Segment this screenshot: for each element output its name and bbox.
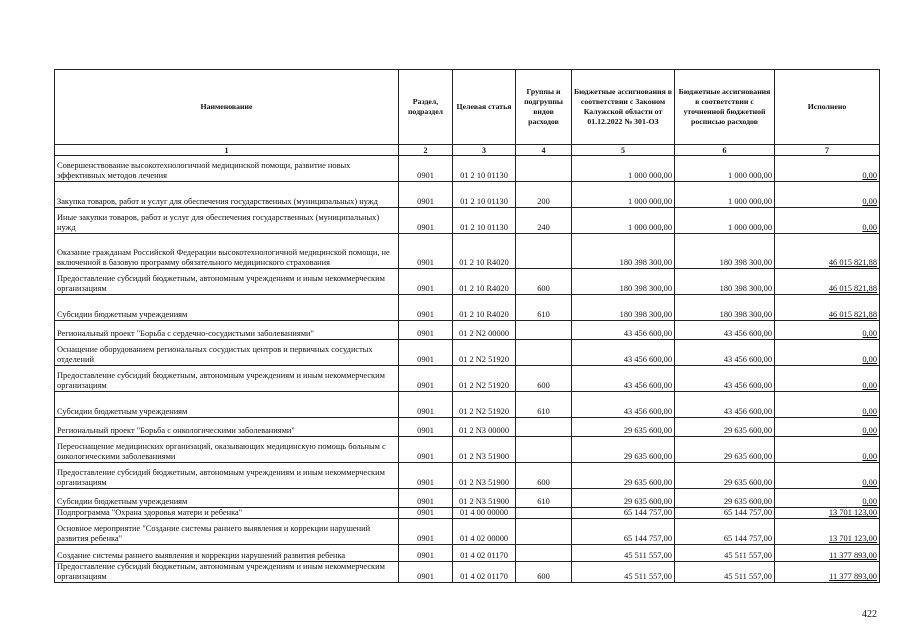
header-name: Наименование: [55, 70, 399, 145]
row-executed-value-cell: [775, 269, 880, 295]
row-group-cell: [516, 234, 572, 269]
row-article-cell: 01 2 N3 51900: [453, 463, 516, 489]
table-row: [55, 489, 880, 508]
row-section-cell: 0901: [399, 269, 453, 295]
row-group-cell: 610: [516, 295, 572, 321]
row-executed-value-cell: [775, 489, 880, 508]
row-article-cell: 01 2 N2 51920: [453, 392, 516, 418]
row-name-cell: Подпрограмма "Охрана здоровья матери и ребенка": [55, 508, 399, 519]
row-section-cell: 0901: [399, 321, 453, 340]
row-law-value-cell: 29 635 600,00: [572, 489, 675, 508]
row-article-cell: 01 2 N3 00000: [453, 418, 516, 437]
row-section-cell: 0901: [399, 366, 453, 392]
row-name-cell: Региональный проект "Борьба с онкологическими заболеваниями": [55, 418, 399, 437]
row-article-cell: 01 2 N3 51900: [453, 437, 516, 463]
row-executed-value-cell: [775, 234, 880, 269]
row-executed-value-cell: [775, 321, 880, 340]
row-executed-value-cell: [775, 519, 880, 545]
row-article-cell: 01 2 10 01130: [453, 156, 516, 182]
row-name-cell: Предоставление субсидий бюджетным, автономным учреждениям и иным некоммерческим организациям: [55, 562, 399, 583]
row-name-cell: Предоставление субсидий бюджетным, автономным учреждениям и иным некоммерческим организациям: [55, 269, 399, 295]
row-law-value-cell: 43 456 600,00: [572, 366, 675, 392]
row-law-value-cell: 29 635 600,00: [572, 463, 675, 489]
table-row: [55, 366, 880, 392]
table-body: [55, 156, 880, 583]
row-section-cell: 0901: [399, 340, 453, 366]
row-law-value-cell: 45 511 557,00: [572, 562, 675, 583]
row-executed-value-cell: [775, 182, 880, 208]
row-name-cell: Субсидии бюджетным учреждениям: [55, 489, 399, 508]
table-row: [55, 562, 880, 583]
row-section-cell: 0901: [399, 489, 453, 508]
row-refined-value-cell: 65 144 757,00: [675, 508, 775, 519]
row-name-cell: Региональный проект "Борьба с сердечно-сосудистыми заболеваниями": [55, 321, 399, 340]
row-section-cell: 0901: [399, 418, 453, 437]
col-number: 3: [453, 145, 516, 156]
row-group-cell: 600: [516, 463, 572, 489]
row-article-cell: 01 4 02 00000: [453, 519, 516, 545]
row-law-value-cell: 65 144 757,00: [572, 508, 675, 519]
row-section-cell: 0901: [399, 182, 453, 208]
row-name-cell: Закупка товаров, работ и услуг для обеспечения государственных (муниципальных) нужд: [55, 182, 399, 208]
table-row: [55, 182, 880, 208]
row-section-cell: 0901: [399, 437, 453, 463]
row-section-cell: 0901: [399, 562, 453, 583]
table-row: [55, 234, 880, 269]
row-law-value-cell: 180 398 300,00: [572, 234, 675, 269]
row-article-cell: 01 2 10 01130: [453, 182, 516, 208]
row-law-value-cell: 29 635 600,00: [572, 437, 675, 463]
row-law-value-cell: 43 456 600,00: [572, 392, 675, 418]
row-group-cell: [516, 418, 572, 437]
table-row: [55, 269, 880, 295]
col-number: 4: [516, 145, 572, 156]
row-executed-value-cell: [775, 208, 880, 234]
table-row: [55, 545, 880, 562]
row-name-cell: Оказание гражданам Российской Федерации высокотехнологичной медицинской помощи, не включенной в базовую программу обязательного медицинского страхования: [55, 234, 399, 269]
row-group-cell: [516, 340, 572, 366]
row-executed-value-cell: [775, 463, 880, 489]
table-row: [55, 321, 880, 340]
executed-amount: 13 701 123,00: [828, 508, 877, 517]
table-row: [55, 392, 880, 418]
row-executed-value-cell: [775, 366, 880, 392]
col-number: 1: [55, 145, 399, 156]
row-section-cell: 0901: [399, 519, 453, 545]
row-executed-value-cell: [775, 437, 880, 463]
budget-table-sheet: [54, 69, 879, 583]
row-article-cell: 01 4 02 01170: [453, 562, 516, 583]
row-name-cell: Иные закупки товаров, работ и услуг для обеспечения государственных (муниципальных) нужд: [55, 208, 399, 234]
row-executed-value-cell: [775, 392, 880, 418]
row-executed-value-cell: [775, 508, 880, 519]
row-section-cell: 0901: [399, 156, 453, 182]
header-row: [55, 70, 880, 145]
row-refined-value-cell: 180 398 300,00: [675, 269, 775, 295]
row-article-cell: 01 2 10 R4020: [453, 295, 516, 321]
row-group-cell: [516, 545, 572, 562]
row-law-value-cell: 43 456 600,00: [572, 321, 675, 340]
row-section-cell: 0901: [399, 295, 453, 321]
row-refined-value-cell: 43 456 600,00: [675, 392, 775, 418]
row-name-cell: Основное мероприятие "Создание системы раннего выявления и коррекции нарушений развития ребенка": [55, 519, 399, 545]
row-article-cell: 01 2 N2 00000: [453, 321, 516, 340]
row-article-cell: 01 2 N3 51900: [453, 489, 516, 508]
row-law-value-cell: 65 144 757,00: [572, 519, 675, 545]
executed-amount: 13 701 123,00: [828, 534, 877, 543]
row-group-cell: 240: [516, 208, 572, 234]
executed-amount: 46 015 821,88: [828, 258, 877, 267]
table-row: [55, 463, 880, 489]
row-group-cell: [516, 437, 572, 463]
column-number-row: [55, 145, 880, 156]
row-name-cell: Предоставление субсидий бюджетным, автономным учреждениям и иным некоммерческим организациям: [55, 463, 399, 489]
executed-amount: 0,00: [862, 497, 877, 506]
header-group: Группы и подгруппы видов расходов: [516, 70, 572, 145]
row-law-value-cell: 180 398 300,00: [572, 269, 675, 295]
row-group-cell: 610: [516, 392, 572, 418]
col-number: 6: [675, 145, 775, 156]
page-number: 422: [862, 609, 877, 620]
row-section-cell: 0901: [399, 545, 453, 562]
row-name-cell: Субсидии бюджетным учреждениям: [55, 295, 399, 321]
executed-amount: 0,00: [862, 426, 877, 435]
row-section-cell: 0901: [399, 508, 453, 519]
row-law-value-cell: 1 000 000,00: [572, 156, 675, 182]
col-number: 5: [572, 145, 675, 156]
row-refined-value-cell: 43 456 600,00: [675, 340, 775, 366]
header-section: Раздел, подраздел: [399, 70, 453, 145]
row-name-cell: Оснащение оборудованием региональных сосудистых центров и первичных сосудистых отделений: [55, 340, 399, 366]
executed-amount: 46 015 821,88: [828, 284, 877, 293]
row-refined-value-cell: 29 635 600,00: [675, 463, 775, 489]
executed-amount: 46 015 821,88: [828, 310, 877, 319]
row-name-cell: Предоставление субсидий бюджетным, автономным учреждениям и иным некоммерческим организациям: [55, 366, 399, 392]
row-article-cell: 01 2 10 R4020: [453, 269, 516, 295]
row-law-value-cell: 43 456 600,00: [572, 340, 675, 366]
row-article-cell: 01 2 10 R4020: [453, 234, 516, 269]
row-article-cell: 01 2 N2 51920: [453, 340, 516, 366]
executed-amount: 11 377 893,00: [829, 572, 877, 581]
row-refined-value-cell: 45 511 557,00: [675, 545, 775, 562]
table-row: [55, 340, 880, 366]
row-group-cell: 600: [516, 562, 572, 583]
row-refined-value-cell: 65 144 757,00: [675, 519, 775, 545]
table-row: [55, 418, 880, 437]
col-number: 2: [399, 145, 453, 156]
row-refined-value-cell: 43 456 600,00: [675, 321, 775, 340]
executed-amount: 0,00: [862, 329, 877, 338]
table-row: [55, 156, 880, 182]
row-section-cell: 0901: [399, 392, 453, 418]
row-executed-value-cell: [775, 545, 880, 562]
table-row: [55, 519, 880, 545]
row-executed-value-cell: [775, 562, 880, 583]
row-group-cell: 600: [516, 366, 572, 392]
row-name-cell: Создание системы раннего выявления и коррекции нарушений развития ребенка: [55, 545, 399, 562]
row-law-value-cell: 1 000 000,00: [572, 208, 675, 234]
executed-amount: 0,00: [862, 171, 877, 180]
row-law-value-cell: 180 398 300,00: [572, 295, 675, 321]
row-law-value-cell: 45 511 557,00: [572, 545, 675, 562]
row-group-cell: [516, 519, 572, 545]
row-section-cell: 0901: [399, 463, 453, 489]
row-refined-value-cell: 29 635 600,00: [675, 437, 775, 463]
row-group-cell: [516, 321, 572, 340]
row-article-cell: 01 4 02 01170: [453, 545, 516, 562]
row-group-cell: [516, 508, 572, 519]
row-refined-value-cell: 43 456 600,00: [675, 366, 775, 392]
row-group-cell: 610: [516, 489, 572, 508]
header-refined: Бюджетные ассигнования в соответствии с уточненной бюджетной росписью расходов: [675, 70, 775, 145]
executed-amount: 0,00: [862, 223, 877, 232]
row-refined-value-cell: 29 635 600,00: [675, 489, 775, 508]
table-row: [55, 295, 880, 321]
executed-amount: 11 377 893,00: [829, 551, 877, 560]
row-name-cell: Субсидии бюджетным учреждениям: [55, 392, 399, 418]
row-refined-value-cell: 180 398 300,00: [675, 295, 775, 321]
executed-amount: 0,00: [862, 478, 877, 487]
row-article-cell: 01 4 00 00000: [453, 508, 516, 519]
row-refined-value-cell: 29 635 600,00: [675, 418, 775, 437]
executed-amount: 0,00: [862, 355, 877, 364]
row-section-cell: 0901: [399, 208, 453, 234]
table-row: [55, 508, 880, 519]
row-refined-value-cell: 1 000 000,00: [675, 156, 775, 182]
row-group-cell: 600: [516, 269, 572, 295]
row-law-value-cell: 1 000 000,00: [572, 182, 675, 208]
table-row: [55, 208, 880, 234]
executed-amount: 0,00: [862, 407, 877, 416]
row-executed-value-cell: [775, 340, 880, 366]
row-refined-value-cell: 45 511 557,00: [675, 562, 775, 583]
row-name-cell: Переоснащение медицинских организаций, оказывающих медицинскую помощь больным с онкологическими заболеваниями: [55, 437, 399, 463]
row-refined-value-cell: 1 000 000,00: [675, 182, 775, 208]
header-law: Бюджетные ассигнования в соответствии с Законом Калужской области от 01.12.2022 № 301-ОЗ: [572, 70, 675, 145]
row-refined-value-cell: 180 398 300,00: [675, 234, 775, 269]
row-name-cell: Совершенствование высокотехнологичной медицинской помощи, развитие новых эффективных методов лечения: [55, 156, 399, 182]
col-number: 7: [775, 145, 880, 156]
executed-amount: 0,00: [862, 197, 877, 206]
row-executed-value-cell: [775, 295, 880, 321]
header-article: Целевая статья: [453, 70, 516, 145]
row-refined-value-cell: 1 000 000,00: [675, 208, 775, 234]
budget-execution-table: [54, 69, 880, 583]
executed-amount: 0,00: [862, 381, 877, 390]
row-article-cell: 01 2 10 01130: [453, 208, 516, 234]
table-row: [55, 437, 880, 463]
row-law-value-cell: 29 635 600,00: [572, 418, 675, 437]
executed-amount: 0,00: [862, 452, 877, 461]
row-section-cell: 0901: [399, 234, 453, 269]
row-executed-value-cell: [775, 156, 880, 182]
row-executed-value-cell: [775, 418, 880, 437]
row-group-cell: [516, 156, 572, 182]
row-article-cell: 01 2 N2 51920: [453, 366, 516, 392]
row-group-cell: 200: [516, 182, 572, 208]
header-executed: Исполнено: [775, 70, 880, 145]
